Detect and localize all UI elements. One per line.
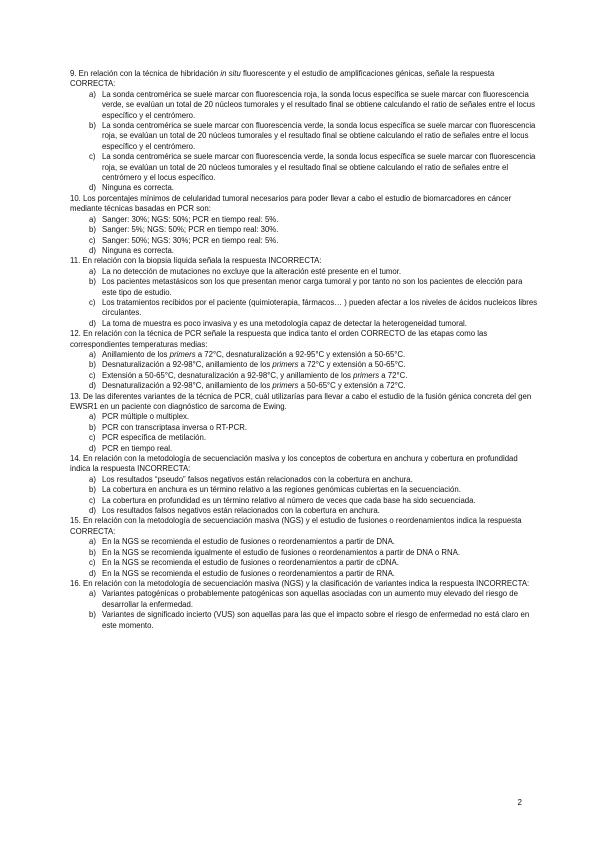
question-stem-text: 9. En relación con la técnica de hibridación: [70, 69, 221, 78]
question-9: [70, 69, 538, 194]
option-text: [102, 360, 538, 370]
answer-option: [70, 475, 538, 485]
option-text-part: Extensión a 50-65°C, desnaturalización a 92-98°C, y anillamiento de los: [102, 370, 354, 380]
answer-option: [70, 371, 538, 381]
option-text-emphasis: primers: [272, 360, 299, 370]
answer-option: [70, 548, 538, 558]
option-text: Sanger: 5%; NGS: 50%; PCR en tiempo real: 30%.: [102, 225, 279, 235]
option-text-part: Desnaturalización a 92-98°C, anillamiento de los: [102, 360, 273, 370]
question-13: [70, 392, 538, 454]
option-letter: d): [89, 443, 96, 453]
option-letter: a): [89, 266, 96, 276]
answer-option: [70, 350, 538, 360]
option-text: Los resultados “pseudo” falsos negativos están relacionados con la cobertura en anchura.: [102, 474, 413, 484]
question-list: [70, 69, 538, 631]
option-text: Los resultados falsos negativos están relacionados con la cobertura en anchura.: [102, 506, 380, 516]
answer-option: [70, 90, 538, 121]
question-stem-emphasis: in situ: [220, 69, 241, 78]
option-text: Variantes patogénicas o probablemente patogénicas son aquellas asociadas con un aumento muy elevado del riesgo de desarrollar la enfermedad.: [102, 589, 518, 609]
question-11: [70, 256, 538, 329]
question-10: [70, 194, 538, 256]
option-letter: a): [89, 589, 96, 599]
option-text-part: a 72°C.: [379, 370, 408, 380]
option-text: La cobertura en profundidad es un término relativo al número de veces que cada base ha sido secuenciada.: [102, 495, 476, 505]
answer-option: [70, 267, 538, 277]
option-text: Ninguna es correcta.: [102, 183, 174, 193]
answer-option: [70, 412, 538, 422]
answer-option: [70, 277, 538, 298]
answer-option: [70, 183, 538, 193]
answer-option: [70, 537, 538, 547]
option-text: [102, 350, 538, 360]
option-letter: d): [89, 183, 96, 193]
answer-option: [70, 152, 538, 183]
question-16: [70, 579, 538, 631]
option-text: PCR múltiple o multiplex.: [102, 412, 190, 422]
option-text: PCR en tiempo real.: [102, 443, 173, 453]
answer-option: [70, 215, 538, 225]
answer-option: [70, 298, 538, 319]
option-letter: b): [89, 485, 96, 495]
option-letter: a): [89, 474, 96, 484]
answer-option: [70, 610, 538, 631]
answer-option: [70, 569, 538, 579]
option-letter: d): [89, 381, 96, 391]
answer-option: [70, 225, 538, 235]
answer-option: [70, 558, 538, 568]
option-text: [102, 371, 538, 381]
option-letter: c): [89, 558, 96, 568]
option-letter: a): [89, 537, 96, 547]
option-text-part: Desnaturalización a 92-98°C, anillamiento de los: [102, 381, 273, 391]
option-text-part: Anillamiento de los: [102, 349, 170, 359]
option-text: La cobertura en anchura es un término relativo a las regiones genómicas cubiertas en la secuenciación.: [102, 485, 461, 495]
option-letter: c): [89, 433, 96, 443]
answer-option: [70, 506, 538, 516]
question-stem: 10. Los porcentajes mínimos de celularidad tumoral necesarios para poder llevar a cabo el estudio de biomarcadores en cáncer mediante técnicas basadas en PCR son:: [70, 193, 512, 214]
answer-option: [70, 444, 538, 454]
option-text: En la NGS se recomienda el estudio de fusiones o reordenamientos a partir de cDNA.: [102, 558, 399, 568]
option-letter: b): [89, 277, 96, 287]
answer-option: [70, 496, 538, 506]
question-stem: 11. En relación con la biopsia líquida señala la respuesta INCORRECTA:: [70, 256, 322, 266]
option-letter: c): [89, 495, 96, 505]
question-stem: 14. En relación con la metodología de secuenciación masiva y los conceptos de cobertura en anchura y cobertura en profundidad indica la respuesta INCORRECTA:: [70, 454, 518, 474]
option-text-part: a 72°C y extensión a 50-65°C.: [298, 360, 406, 370]
option-text: En la NGS se recomienda igualmente el estudio de fusiones o reordenamientos a partir de DNA o RNA.: [102, 547, 460, 557]
answer-option: [70, 319, 538, 329]
option-text: Variantes de significado incierto (VUS) son aquellas para las que el impacto sobre el riesgo de enfermedad no está claro en este momento.: [102, 610, 530, 630]
option-letter: b): [89, 547, 96, 557]
option-letter: b): [89, 225, 96, 235]
option-letter: c): [89, 370, 96, 380]
answer-option: [70, 433, 538, 443]
option-text-emphasis: primers: [272, 381, 299, 391]
answer-option: [70, 246, 538, 256]
option-text: La sonda centromérica se suele marcar con fluorescencia verde, la sonda locus específica se suele marcar con fluorescencia roja, se evalúan un total de 20 núcleos tumorales y el resultado final se obtiene calculando el ratio de señales entre el locus específico y el centrómero.: [102, 121, 536, 151]
option-letter: a): [89, 412, 96, 422]
option-letter: d): [89, 568, 96, 578]
option-text: [102, 381, 538, 391]
option-letter: b): [89, 610, 96, 620]
option-text: Sanger: 30%; NGS: 50%; PCR en tiempo real: 5%.: [102, 214, 279, 224]
option-text: La toma de muestra es poco invasiva y es una metodología capaz de detectar la heterogeneidad tumoral.: [102, 318, 467, 328]
question-14: [70, 454, 538, 516]
option-text: Sanger: 50%; NGS: 30%; PCR en tiempo real: 5%.: [102, 235, 279, 245]
question-stem: 12. En relación con la técnica de PCR señale la respuesta que indica tanto el orden CORRECTO de las etapas como las correspondientes temperaturas medias:: [70, 329, 488, 349]
option-text: PCR específica de metilación.: [102, 433, 207, 443]
option-letter: c): [89, 152, 96, 162]
option-letter: a): [89, 349, 96, 359]
option-text: Los tratamientos recibidos por el paciente (quimioterapia, fármacos… ) pueden afectar a los niveles de ácidos nucleicos libres circulantes.: [102, 297, 538, 318]
answer-option: [70, 360, 538, 370]
question-stem: 13. De las diferentes variantes de la técnica de PCR, cuál utilizarías para llevar a cabo el estudio de la fusión génica concreta del gen EWSR1 en un paciente con diagnóstico de sarcoma de Ewing.: [70, 391, 532, 411]
question-stem-text: fluorescente y el estudio de amplificaciones génicas, señale la respuesta CORRECTA:: [70, 69, 495, 89]
option-letter: b): [89, 121, 96, 131]
answer-option: [70, 423, 538, 433]
option-letter: c): [89, 297, 96, 307]
answer-option: [70, 236, 538, 246]
option-text-part: a 72°C, desnaturalización a 92-95°C y extensión a 50-65°C.: [195, 349, 406, 359]
answer-option: [70, 589, 538, 610]
question-15: [70, 516, 538, 578]
option-text: En la NGS se recomienda el estudio de fusiones o reordenamientos a partir de RNA.: [102, 568, 395, 578]
option-letter: b): [89, 360, 96, 370]
question-stem: [70, 69, 538, 90]
page-number: 2: [517, 798, 522, 807]
question-12: [70, 329, 538, 391]
option-text: Ninguna es correcta.: [102, 245, 174, 255]
option-letter: d): [89, 318, 96, 328]
option-letter: a): [89, 89, 96, 99]
option-text: La no detección de mutaciones no excluye que la alteración esté presente en el tumor.: [102, 266, 402, 276]
option-letter: b): [89, 422, 96, 432]
answer-option: [70, 485, 538, 495]
option-text-emphasis: primers: [169, 349, 196, 359]
option-text-emphasis: primers: [353, 370, 380, 380]
option-text-part: a 50-65°C y extensión a 72°C.: [298, 381, 406, 391]
answer-option: [70, 381, 538, 391]
option-letter: c): [89, 235, 96, 245]
option-text: La sonda centromérica se suele marcar con fluorescencia verde, la sonda locus específica se suele marcar con fluorescencia roja, se evalúan un total de 20 núcleos tumorales y el resultado final se obtiene calculando el ratio de señales entre el centrómero y el locus específico.: [102, 152, 536, 183]
answer-option: [70, 121, 538, 152]
option-text: La sonda centromérica se suele marcar con fluorescencia roja, la sonda locus específica se suele marcar con fluorescencia verde, se evalúan un total de 20 núcleos tumorales y el resultado final se obtiene calculando el ratio de señales entre el locus específico y el centrómero.: [102, 89, 535, 120]
option-text: En la NGS se recomienda el estudio de fusiones o reordenamientos a partir de DNA.: [102, 537, 395, 547]
option-letter: a): [89, 214, 96, 224]
option-text: PCR con transcriptasa inversa o RT-PCR.: [102, 422, 248, 432]
option-letter: d): [89, 506, 96, 516]
option-text: Los pacientes metastásicos son los que presentan menor carga tumoral y por tanto no son los pacientes de elección para este tipo de estudio.: [102, 277, 523, 297]
question-stem: 16. En relación con la metodología de secuenciación masiva (NGS) y la clasificación de variantes indica la respuesta INCORRECTA:: [70, 578, 530, 588]
question-stem: 15. En relación con la metodología de secuenciación masiva (NGS) y el estudio de fusiones o reordenamientos indica la respuesta CORRECTA:: [70, 516, 522, 536]
option-letter: d): [89, 245, 96, 255]
